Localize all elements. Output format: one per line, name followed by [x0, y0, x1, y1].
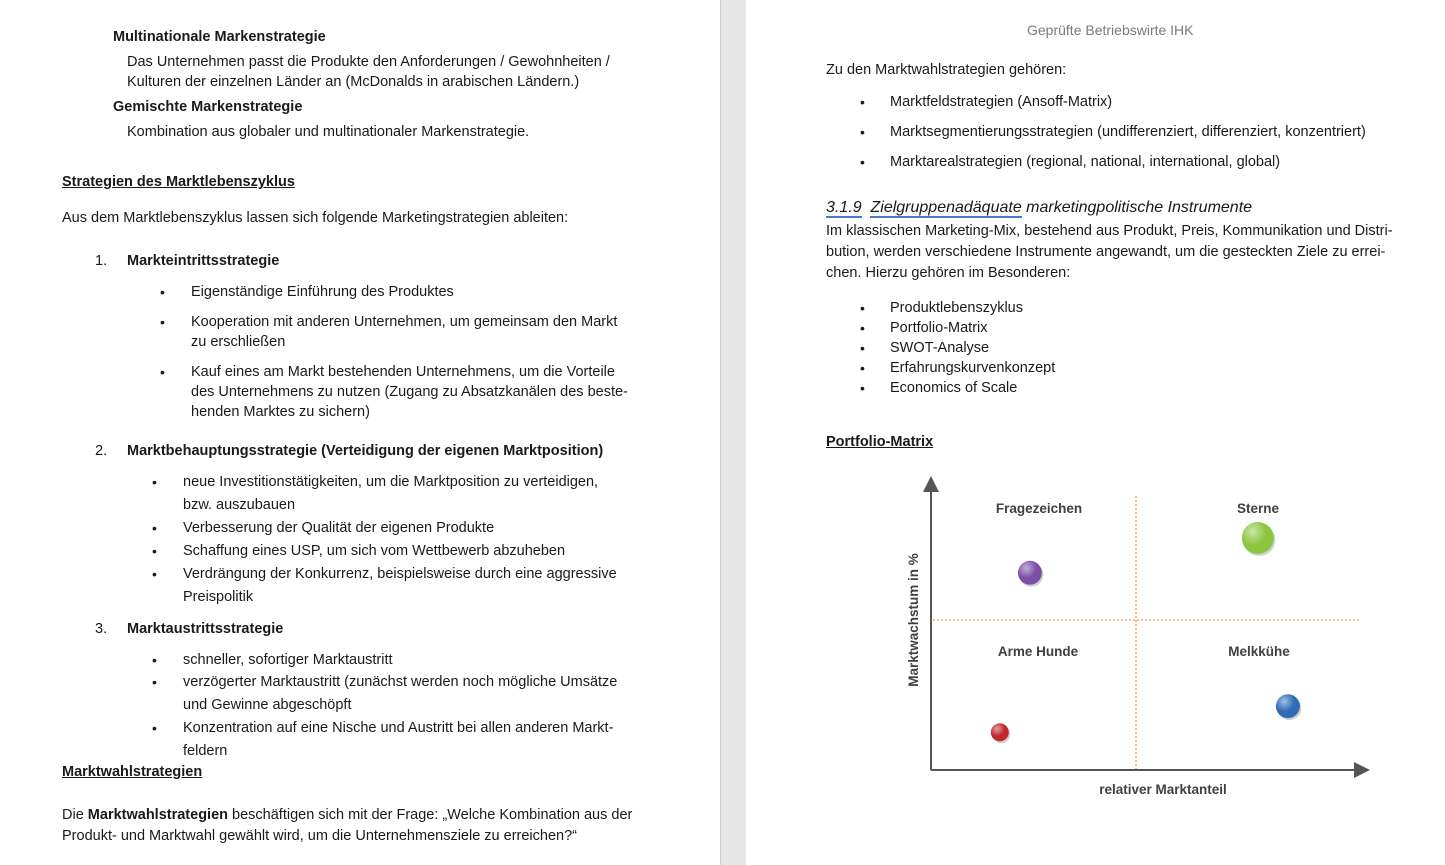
x-axis-label: relativer Marktanteil	[1099, 782, 1227, 797]
bullet-icon: •	[160, 364, 165, 380]
list-title: Markteintrittsstrategie	[127, 253, 280, 269]
bullet-icon: •	[152, 543, 157, 559]
lifecycle-intro: Aus dem Marktlebenszyklus lassen sich folgende Marketingstrategien ableiten:	[62, 210, 569, 226]
list-item-line: bzw. auszubauen	[183, 497, 296, 513]
choice-text-pre: Die	[62, 807, 88, 823]
list-number: 1.	[95, 253, 108, 269]
multinational-text-2: Kulturen der einzelnen Länder an (McDonalds in arabischen Ländern.)	[127, 74, 580, 90]
list-item-line: und Gewinne abgeschöpft	[183, 697, 352, 713]
bullet-icon: •	[152, 652, 157, 668]
tool-item: Produktlebenszyklus	[890, 300, 1023, 316]
multinational-heading: Multinationale Markenstrategie	[113, 29, 326, 45]
lifecycle-heading: Strategien des Marktlebenszyklus	[62, 174, 295, 190]
choice-item: Marktsegmentierungsstrategien (undifferenziert, differenziert, konzentriert)	[890, 124, 1366, 140]
list-item-line: Verbesserung der Qualität der eigenen Produkte	[183, 520, 495, 536]
choice-text-post: beschäftigen sich mit der Frage: „Welche Kombination aus der	[228, 807, 633, 823]
quadrant-label: Sterne	[1236, 501, 1280, 516]
section-number: 3.1.9	[826, 199, 862, 216]
list-item-line: Eigenständige Einführung des Produktes	[191, 284, 454, 300]
tool-item: Portfolio-Matrix	[890, 320, 988, 336]
tool-item: Erfahrungskurvenkonzept	[890, 360, 1056, 376]
list-item-line: Verdrängung der Konkurrenz, beispielsweise durch eine aggressive	[183, 566, 617, 582]
bullet-icon: •	[860, 320, 865, 336]
bullet-icon: •	[860, 380, 865, 396]
bullet-icon: •	[152, 566, 157, 582]
point-highlight	[1018, 561, 1042, 585]
mix-line: bution, werden verschiedene Instrumente angewandt, um die gesteckten Ziele zu errei-	[826, 244, 1386, 260]
bullet-icon: •	[860, 360, 865, 376]
list-title: Marktaustrittsstrategie	[127, 621, 284, 637]
mixed-heading: Gemischte Markenstrategie	[113, 99, 303, 115]
list-number: 2.	[95, 443, 108, 459]
choice-text-bold: Marktwahlstrategien	[87, 807, 229, 823]
choice-item: Marktarealstrategien (regional, national, international, global)	[890, 154, 1281, 170]
quadrant-label: Arme Hunde	[997, 644, 1079, 659]
portfolio-heading: Portfolio-Matrix	[826, 434, 934, 450]
y-axis-label: Marktwachstum in %	[906, 553, 921, 687]
choice-text-1	[62, 805, 632, 825]
tool-item: Economics of Scale	[890, 380, 1018, 396]
bullet-icon: •	[160, 284, 165, 300]
bullet-icon: •	[860, 124, 865, 140]
section-word: Zielgruppenadäquate	[870, 199, 1022, 216]
bullet-icon: •	[152, 674, 157, 690]
list-item-line: feldern	[183, 743, 228, 759]
list-number: 3.	[95, 621, 108, 637]
choice-intro: Zu den Marktwahlstrategien gehören:	[826, 62, 1067, 78]
page-header: Geprüfte Betriebswirte IHK	[1027, 22, 1194, 38]
list-item-line: Kauf eines am Markt bestehenden Unternehmens, um die Vorteile	[191, 364, 615, 380]
choice-text-2: Produkt- und Marktwahl gewählt wird, um die Unternehmensziele zu erreichen?“	[62, 828, 577, 844]
bullet-icon: •	[152, 720, 157, 736]
list-item-line: Preispolitik	[183, 589, 254, 605]
multinational-text-1: Das Unternehmen passt die Produkte den Anforderungen / Gewohnheiten /	[127, 54, 610, 70]
bullet-icon: •	[152, 474, 157, 490]
page-gutter	[720, 0, 721, 865]
tool-item: SWOT-Analyse	[890, 340, 990, 356]
list-item-line: neue Investitionstätigkeiten, um die Marktposition zu verteidigen,	[183, 474, 599, 490]
list-item-line: Konzentration auf eine Nische und Austritt bei allen anderen Markt-	[183, 720, 614, 736]
section-title	[826, 198, 1252, 218]
mix-line: Im klassischen Marketing-Mix, bestehend aus Produkt, Preis, Kommunikation und Distri-	[826, 223, 1393, 239]
mix-line: chen. Hierzu gehören im Besonderen:	[826, 265, 1071, 281]
list-item-line: verzögerter Marktaustritt (zunächst werden noch mögliche Umsätze	[183, 674, 618, 690]
bullet-icon: •	[160, 314, 165, 330]
quadrant-label: Melkkühe	[1228, 644, 1290, 659]
section-rest: marketingpolitische Instrumente	[1021, 199, 1253, 216]
choice-item: Marktfeldstrategien (Ansoff-Matrix)	[890, 94, 1113, 110]
bullet-icon: •	[152, 520, 157, 536]
bullet-icon: •	[860, 300, 865, 316]
bullet-icon: •	[860, 154, 865, 170]
point-highlight	[1276, 694, 1300, 718]
list-item-line: henden Marktes zu sichern)	[191, 404, 370, 420]
list-item-line: schneller, sofortiger Marktaustritt	[183, 652, 393, 668]
list-item-line: Schaffung eines USP, um sich vom Wettbewerb abzuheben	[183, 543, 566, 559]
bullet-icon: •	[860, 94, 865, 110]
point-highlight	[991, 723, 1009, 741]
list-title: Marktbehauptungsstrategie (Verteidigung der eigenen Marktposition)	[127, 443, 604, 459]
left-page	[0, 0, 720, 865]
point-highlight	[1242, 522, 1274, 554]
list-item-line: des Unternehmens zu nutzen (Zugang zu Absatzkanälen des beste-	[191, 384, 628, 400]
portfolio-matrix-chart	[880, 470, 1380, 810]
list-item-line: zu erschließen	[191, 334, 286, 350]
quadrant-label: Fragezeichen	[995, 501, 1083, 516]
list-item-line: Kooperation mit anderen Unternehmen, um gemeinsam den Markt	[191, 314, 618, 330]
choice-heading: Marktwahlstrategien	[62, 764, 203, 780]
mixed-text: Kombination aus globaler und multinationaler Markenstrategie.	[127, 124, 530, 140]
bullet-icon: •	[860, 340, 865, 356]
